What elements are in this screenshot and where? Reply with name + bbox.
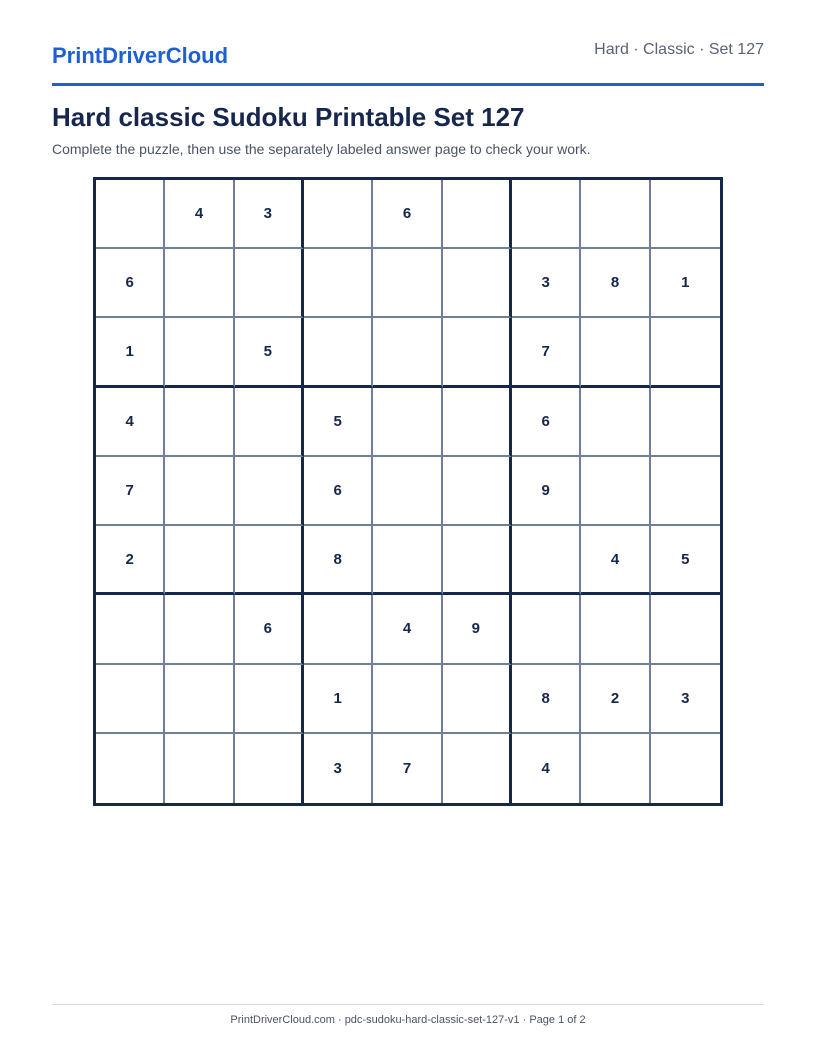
sudoku-cell[interactable]	[235, 734, 304, 803]
sudoku-cell[interactable]: 2	[96, 526, 165, 595]
sudoku-cell[interactable]	[373, 665, 442, 734]
sudoku-cell[interactable]: 9	[443, 595, 512, 664]
footer-divider	[52, 1004, 764, 1005]
sudoku-cell[interactable]	[96, 595, 165, 664]
sudoku-cell[interactable]	[651, 318, 720, 387]
sudoku-cell[interactable]: 5	[304, 388, 373, 457]
sudoku-cell[interactable]	[651, 734, 720, 803]
sudoku-cell[interactable]	[443, 180, 512, 249]
sudoku-cell[interactable]: 7	[373, 734, 442, 803]
sudoku-cell[interactable]	[235, 665, 304, 734]
sudoku-cell[interactable]: 8	[304, 526, 373, 595]
sudoku-cell[interactable]: 8	[512, 665, 581, 734]
sudoku-cell[interactable]: 5	[651, 526, 720, 595]
sudoku-cell[interactable]: 2	[581, 665, 650, 734]
sudoku-cell[interactable]	[373, 249, 442, 318]
sudoku-cell[interactable]	[235, 457, 304, 526]
sudoku-cell[interactable]: 1	[304, 665, 373, 734]
sudoku-cell[interactable]	[96, 734, 165, 803]
sudoku-cell[interactable]	[581, 180, 650, 249]
sudoku-cell[interactable]	[581, 734, 650, 803]
sudoku-cell[interactable]	[581, 595, 650, 664]
sudoku-cell[interactable]	[165, 526, 234, 595]
sudoku-cell[interactable]	[165, 249, 234, 318]
sudoku-cell[interactable]	[651, 388, 720, 457]
sudoku-cell[interactable]	[304, 180, 373, 249]
sudoku-cell[interactable]: 5	[235, 318, 304, 387]
sudoku-cell[interactable]	[512, 526, 581, 595]
sudoku-cell[interactable]	[651, 180, 720, 249]
page-subtitle: Complete the puzzle, then use the separately labeled answer page to check your work.	[52, 141, 591, 157]
sudoku-cell[interactable]: 6	[373, 180, 442, 249]
sudoku-cell[interactable]: 6	[512, 388, 581, 457]
sudoku-cell[interactable]	[373, 388, 442, 457]
sudoku-cell[interactable]: 1	[651, 249, 720, 318]
sudoku-cell[interactable]	[304, 249, 373, 318]
sudoku-cell[interactable]: 4	[373, 595, 442, 664]
sudoku-cell[interactable]: 4	[512, 734, 581, 803]
puzzle-meta: Hard · Classic · Set 127	[594, 41, 764, 58]
sudoku-cell[interactable]	[165, 734, 234, 803]
sudoku-cell[interactable]	[96, 180, 165, 249]
brand-logo: PrintDriverCloud	[52, 43, 229, 68]
sudoku-cell[interactable]	[443, 318, 512, 387]
sudoku-cell[interactable]: 6	[235, 595, 304, 664]
sudoku-cell[interactable]	[165, 457, 234, 526]
sudoku-cell[interactable]	[443, 457, 512, 526]
sudoku-cell[interactable]	[165, 318, 234, 387]
sudoku-cell[interactable]	[165, 388, 234, 457]
sudoku-cell[interactable]	[165, 595, 234, 664]
sudoku-cell[interactable]	[443, 249, 512, 318]
sudoku-cell[interactable]: 4	[96, 388, 165, 457]
sudoku-cell[interactable]	[235, 388, 304, 457]
sudoku-cell[interactable]: 3	[235, 180, 304, 249]
sudoku-cell[interactable]: 7	[512, 318, 581, 387]
sudoku-cell[interactable]	[443, 526, 512, 595]
sudoku-cell[interactable]	[651, 457, 720, 526]
page-footer: PrintDriverCloud.com · pdc-sudoku-hard-classic-set-127-v1 · Page 1 of 2	[230, 1014, 586, 1026]
sudoku-cell[interactable]: 6	[96, 249, 165, 318]
sudoku-cell[interactable]	[235, 526, 304, 595]
page-header	[52, 0, 764, 86]
sudoku-cell[interactable]	[96, 665, 165, 734]
sudoku-cell[interactable]	[512, 180, 581, 249]
sudoku-cell[interactable]: 7	[96, 457, 165, 526]
sudoku-cell[interactable]	[373, 526, 442, 595]
sudoku-cell[interactable]	[581, 457, 650, 526]
sudoku-cell[interactable]: 9	[512, 457, 581, 526]
sudoku-cell[interactable]	[651, 595, 720, 664]
sudoku-cell[interactable]: 1	[96, 318, 165, 387]
sudoku-cell[interactable]: 4	[165, 180, 234, 249]
sudoku-cell[interactable]: 3	[512, 249, 581, 318]
sudoku-cell[interactable]	[443, 734, 512, 803]
page-title: Hard classic Sudoku Printable Set 127	[52, 102, 525, 132]
sudoku-cell[interactable]	[373, 318, 442, 387]
sudoku-cell[interactable]: 3	[304, 734, 373, 803]
sudoku-cell[interactable]: 8	[581, 249, 650, 318]
sudoku-cell[interactable]	[304, 595, 373, 664]
sudoku-cell[interactable]: 6	[304, 457, 373, 526]
sudoku-cell[interactable]: 3	[651, 665, 720, 734]
sudoku-cell[interactable]	[581, 388, 650, 457]
sudoku-cell[interactable]	[235, 249, 304, 318]
sudoku-cell[interactable]	[512, 595, 581, 664]
sudoku-cell[interactable]	[443, 388, 512, 457]
sudoku-cell[interactable]	[373, 457, 442, 526]
sudoku-grid	[93, 177, 723, 806]
sudoku-cell[interactable]	[443, 665, 512, 734]
sudoku-cell[interactable]	[304, 318, 373, 387]
sudoku-cell[interactable]: 4	[581, 526, 650, 595]
sudoku-cell[interactable]	[581, 318, 650, 387]
sudoku-cell[interactable]	[165, 665, 234, 734]
